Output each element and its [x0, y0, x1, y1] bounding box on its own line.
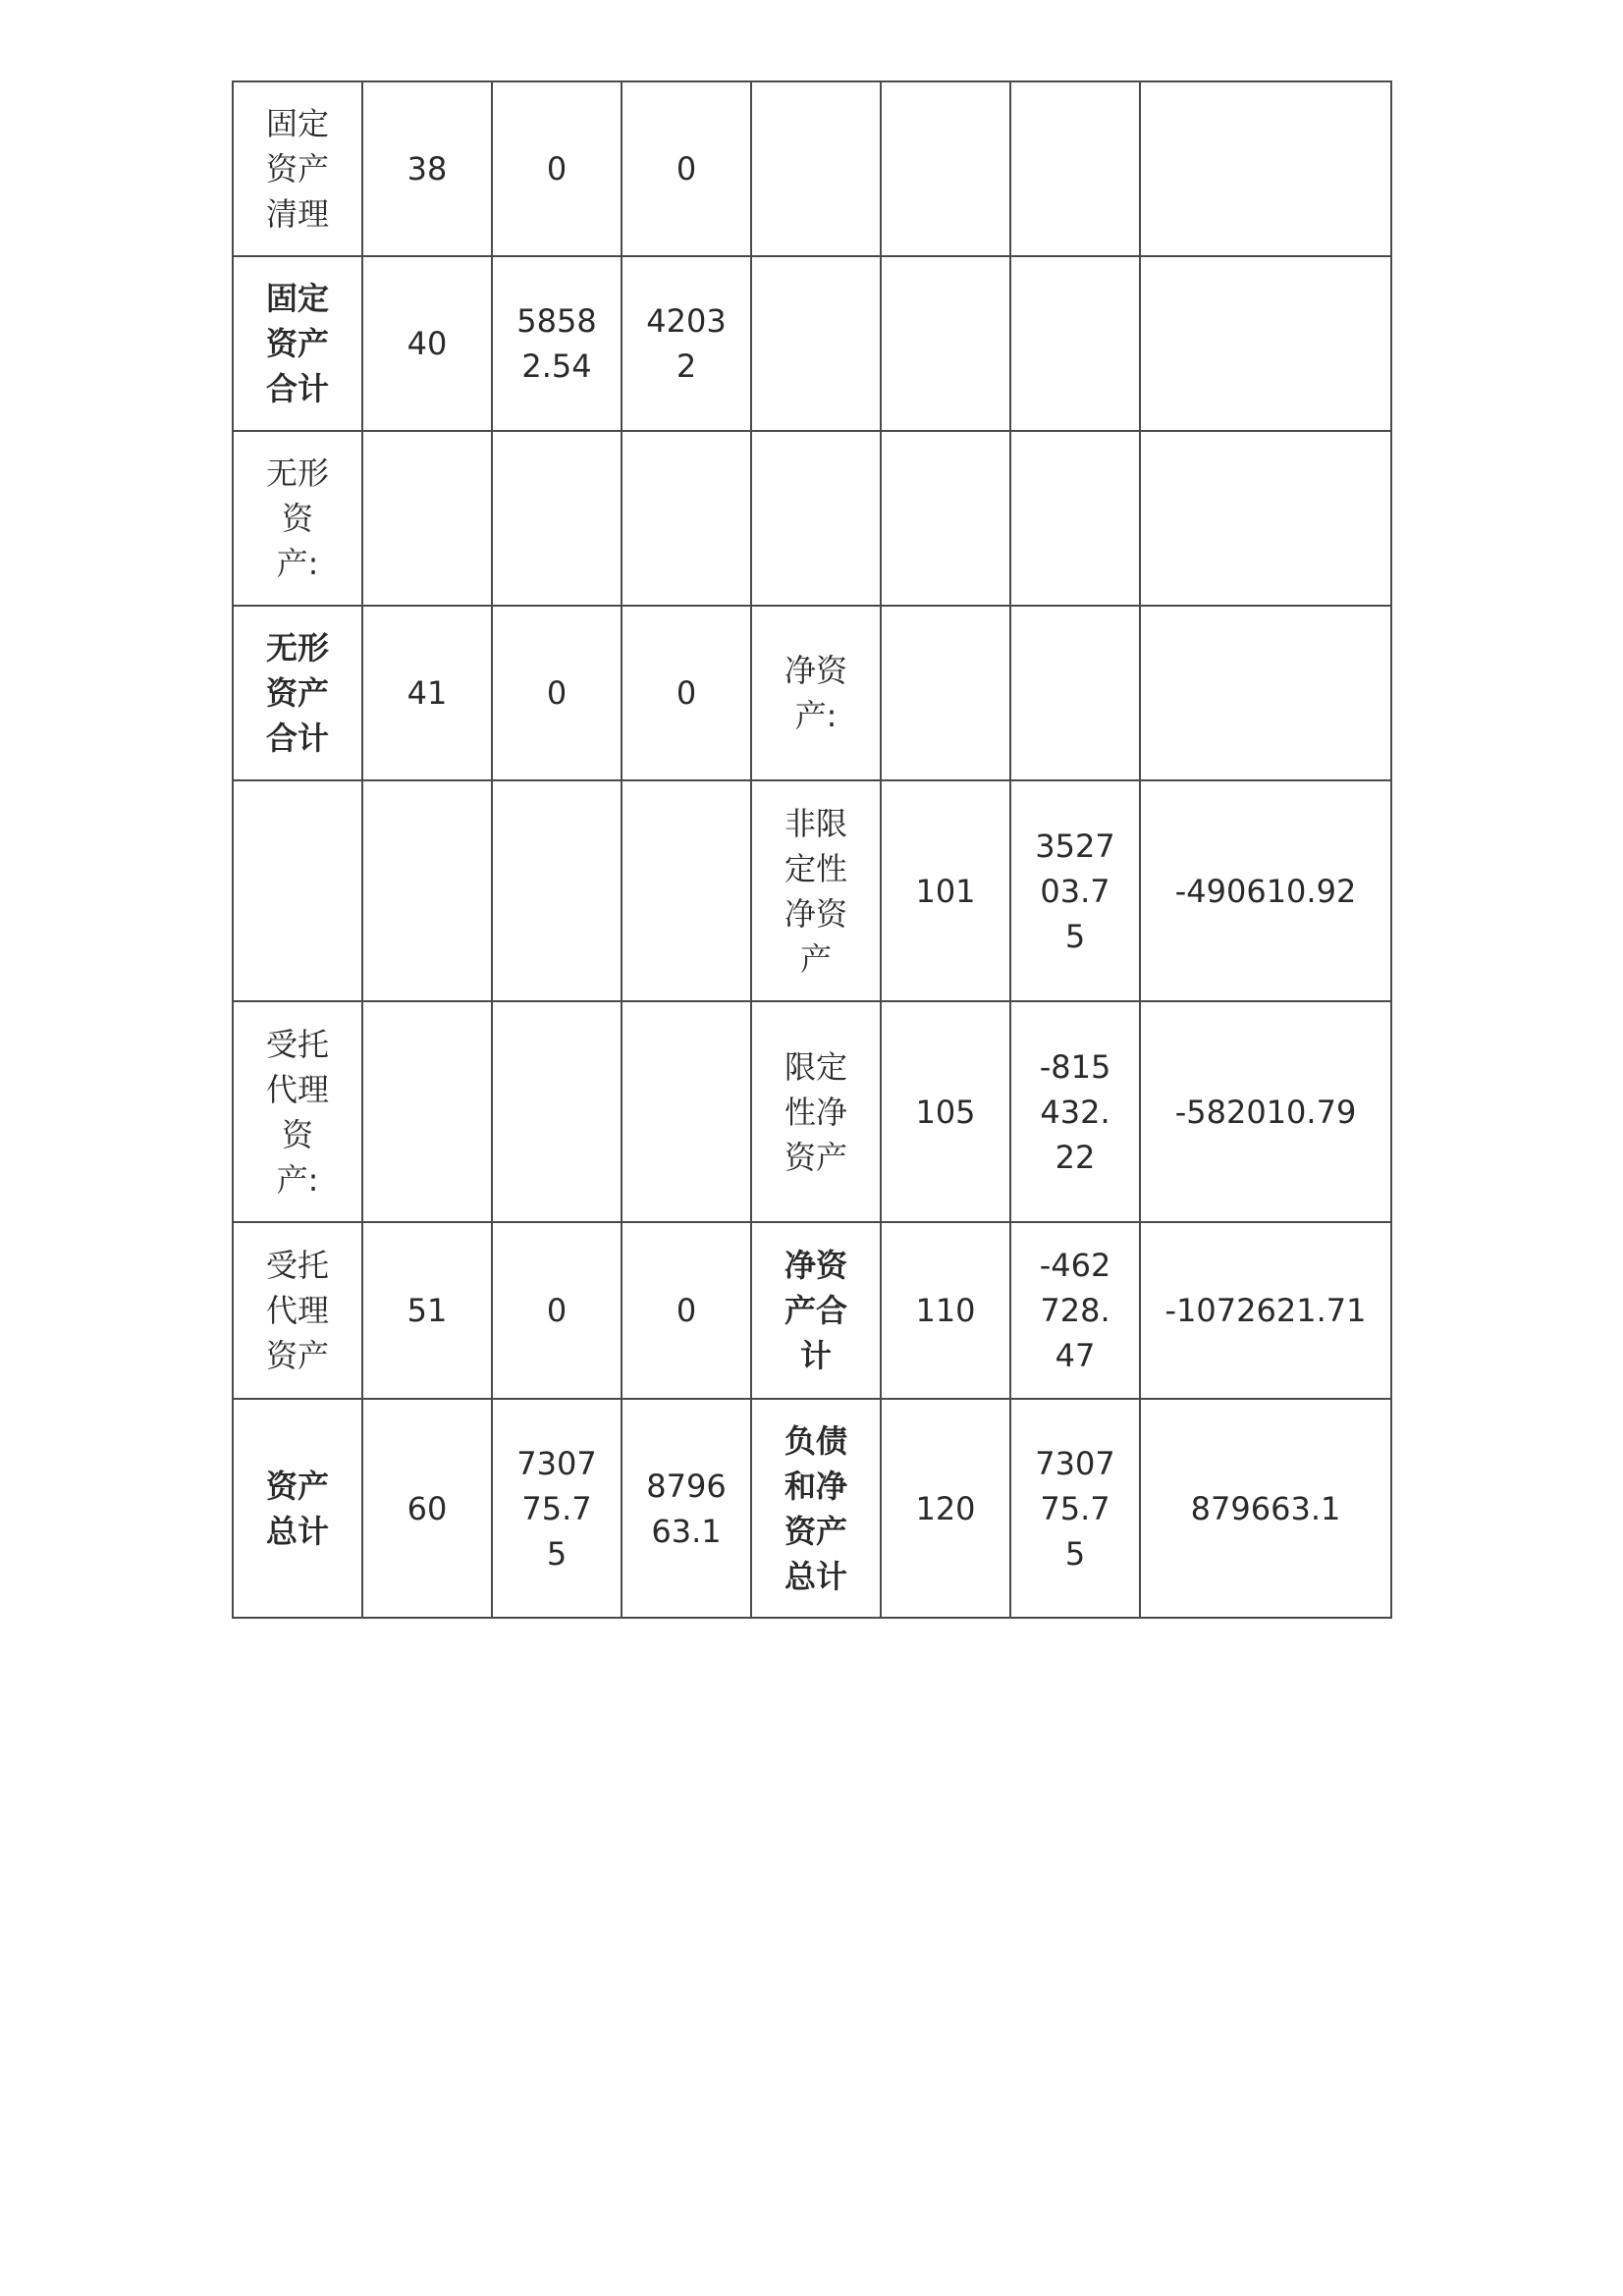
liab-item-cell: 限定性净资产 [751, 1001, 881, 1222]
asset-line-no-cell: 51 [362, 1222, 492, 1399]
liab-end-cell [1140, 256, 1391, 431]
liab-item-cell: 净资产合计 [751, 1222, 881, 1399]
asset-begin-cell: 0 [492, 1222, 622, 1399]
liab-item-cell [751, 256, 881, 431]
liab-line-no-cell [881, 606, 1010, 780]
asset-end-cell: 0 [622, 81, 751, 256]
asset-end-cell: 42032 [622, 256, 751, 431]
table-row [233, 606, 1391, 780]
liab-end-cell: -1072621.71 [1140, 1222, 1391, 1399]
liab-begin-cell: 352703.75 [1010, 780, 1140, 1001]
liab-end-cell [1140, 81, 1391, 256]
asset-end-cell [622, 431, 751, 606]
liab-item-cell: 净资产: [751, 606, 881, 780]
liab-item-cell [751, 81, 881, 256]
table-row [233, 1001, 1391, 1222]
liab-item-cell: 非限定性净资产 [751, 780, 881, 1001]
liab-line-no-cell [881, 81, 1010, 256]
asset-line-no-cell: 60 [362, 1399, 492, 1618]
liab-begin-cell [1010, 256, 1140, 431]
liab-item-cell [751, 431, 881, 606]
asset-item-cell: 固定资产清理 [233, 81, 362, 256]
liab-end-cell: -582010.79 [1140, 1001, 1391, 1222]
asset-item-cell: 固定资产合计 [233, 256, 362, 431]
liab-line-no-cell: 105 [881, 1001, 1010, 1222]
asset-begin-cell [492, 1001, 622, 1222]
table-row [233, 1399, 1391, 1618]
liab-end-cell: 879663.1 [1140, 1399, 1391, 1618]
asset-begin-cell: 0 [492, 606, 622, 780]
asset-end-cell [622, 1001, 751, 1222]
liab-line-no-cell: 101 [881, 780, 1010, 1001]
asset-line-no-cell [362, 431, 492, 606]
liab-begin-cell [1010, 606, 1140, 780]
asset-begin-cell [492, 431, 622, 606]
liab-begin-cell: 730775.75 [1010, 1399, 1140, 1618]
asset-end-cell: 0 [622, 606, 751, 780]
table-row [233, 81, 1391, 256]
liab-begin-cell: -815432.22 [1010, 1001, 1140, 1222]
asset-item-cell: 资产总计 [233, 1399, 362, 1618]
liab-begin-cell: -462728.47 [1010, 1222, 1140, 1399]
asset-begin-cell: 0 [492, 81, 622, 256]
asset-line-no-cell [362, 780, 492, 1001]
asset-line-no-cell: 41 [362, 606, 492, 780]
liab-line-no-cell: 110 [881, 1222, 1010, 1399]
liab-item-cell: 负债和净资产总计 [751, 1399, 881, 1618]
liab-end-cell [1140, 431, 1391, 606]
table-row [233, 1222, 1391, 1399]
asset-end-cell: 879663.1 [622, 1399, 751, 1618]
liab-line-no-cell [881, 256, 1010, 431]
table-row [233, 256, 1391, 431]
balance-sheet-page [232, 80, 1390, 1617]
asset-line-no-cell: 40 [362, 256, 492, 431]
balance-sheet-table [232, 80, 1392, 1619]
liab-line-no-cell: 120 [881, 1399, 1010, 1618]
asset-begin-cell: 730775.75 [492, 1399, 622, 1618]
liab-begin-cell [1010, 81, 1140, 256]
table-row [233, 431, 1391, 606]
asset-item-cell: 受托代理资产: [233, 1001, 362, 1222]
asset-line-no-cell: 38 [362, 81, 492, 256]
liab-line-no-cell [881, 431, 1010, 606]
liab-end-cell: -490610.92 [1140, 780, 1391, 1001]
liab-end-cell [1140, 606, 1391, 780]
asset-item-cell [233, 780, 362, 1001]
asset-begin-cell: 58582.54 [492, 256, 622, 431]
asset-item-cell: 无形资产合计 [233, 606, 362, 780]
asset-item-cell: 无形资产: [233, 431, 362, 606]
asset-end-cell [622, 780, 751, 1001]
asset-begin-cell [492, 780, 622, 1001]
liab-begin-cell [1010, 431, 1140, 606]
asset-end-cell: 0 [622, 1222, 751, 1399]
table-row [233, 780, 1391, 1001]
asset-line-no-cell [362, 1001, 492, 1222]
asset-item-cell: 受托代理资产 [233, 1222, 362, 1399]
